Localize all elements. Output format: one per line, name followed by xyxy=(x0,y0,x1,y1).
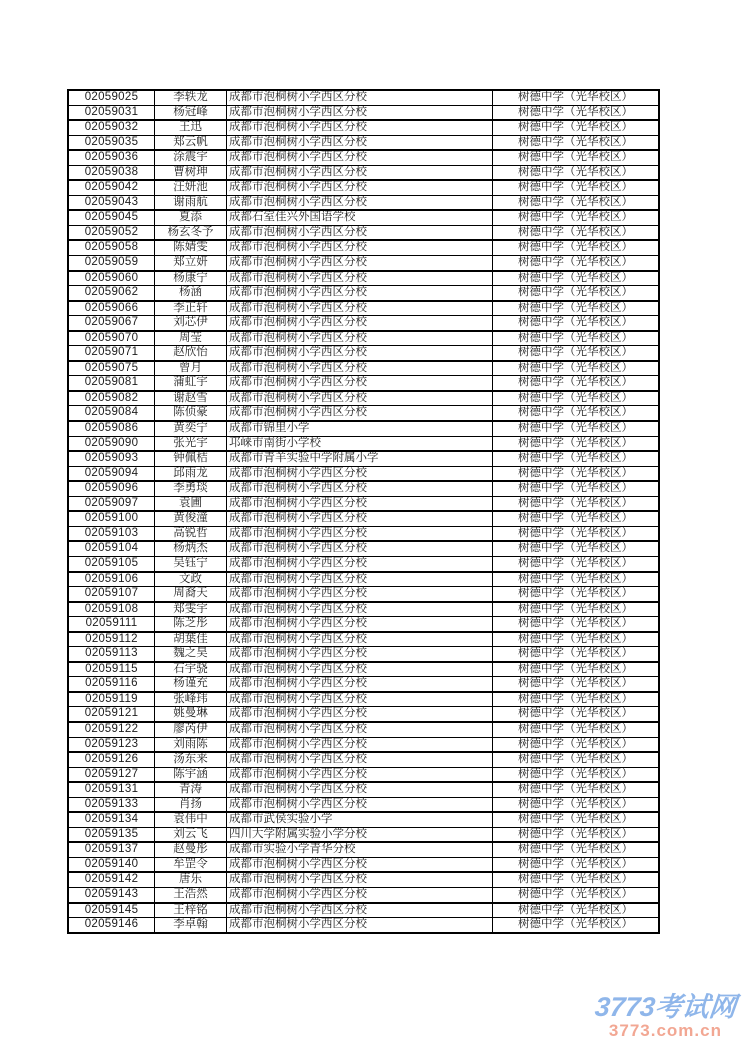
middle-school-cell: 树德中学（光华校区） xyxy=(493,887,660,902)
table-row xyxy=(68,767,659,782)
table-row xyxy=(68,872,659,887)
middle-school-cell: 树德中学（光华校区） xyxy=(493,827,660,842)
student-id-cell: 02059084 xyxy=(68,406,155,421)
table-row xyxy=(68,632,659,647)
table-row xyxy=(68,647,659,662)
primary-school-cell: 成都市泡桐树小学西区分校 xyxy=(227,361,493,376)
middle-school-cell: 树德中学（光华校区） xyxy=(493,316,660,331)
table-row xyxy=(68,316,659,331)
student-name-cell: 王迅 xyxy=(155,120,227,135)
student-id-cell: 02059107 xyxy=(68,587,155,602)
student-name-cell: 王梓铭 xyxy=(155,903,227,918)
student-id-cell: 02059042 xyxy=(68,180,155,195)
student-id-cell: 02059043 xyxy=(68,195,155,210)
student-id-cell: 02059052 xyxy=(68,225,155,240)
middle-school-cell: 树德中学（光华校区） xyxy=(493,180,660,195)
primary-school-cell: 成都市泡桐树小学西区分校 xyxy=(227,256,493,271)
middle-school-cell: 树德中学（光华校区） xyxy=(493,120,660,135)
student-id-cell: 02059106 xyxy=(68,572,155,587)
primary-school-cell: 成都市泡桐树小学西区分校 xyxy=(227,556,493,571)
student-name-cell: 袁伟中 xyxy=(155,812,227,827)
table-row xyxy=(68,120,659,135)
student-id-cell: 02059123 xyxy=(68,737,155,752)
student-name-cell: 涂震宇 xyxy=(155,150,227,165)
student-name-cell: 周裔天 xyxy=(155,587,227,602)
student-id-cell: 02059108 xyxy=(68,602,155,617)
table-row xyxy=(68,90,659,105)
student-roster-body xyxy=(68,90,659,933)
student-name-cell: 杨炳杰 xyxy=(155,541,227,556)
table-row xyxy=(68,903,659,918)
primary-school-cell: 成都市泡桐树小学西区分校 xyxy=(227,541,493,556)
primary-school-cell: 成都市锦里小学 xyxy=(227,421,493,436)
middle-school-cell: 树德中学（光华校区） xyxy=(493,331,660,346)
student-id-cell: 02059067 xyxy=(68,316,155,331)
student-name-cell: 杨康宁 xyxy=(155,271,227,286)
student-id-cell: 02059127 xyxy=(68,767,155,782)
primary-school-cell: 邛崃市南街小学校 xyxy=(227,436,493,451)
student-name-cell: 杨谨充 xyxy=(155,677,227,692)
middle-school-cell: 树德中学（光华校区） xyxy=(493,722,660,737)
student-id-cell: 02059112 xyxy=(68,632,155,647)
middle-school-cell: 树德中学（光华校区） xyxy=(493,436,660,451)
student-name-cell: 郑雯宇 xyxy=(155,602,227,617)
student-id-cell: 02059143 xyxy=(68,887,155,902)
table-row xyxy=(68,496,659,511)
primary-school-cell: 成都市泡桐树小学西区分校 xyxy=(227,857,493,872)
table-row xyxy=(68,541,659,556)
primary-school-cell: 成都市泡桐树小学西区分校 xyxy=(227,105,493,120)
student-name-cell: 胡葉佳 xyxy=(155,632,227,647)
middle-school-cell: 树德中学（光华校区） xyxy=(493,572,660,587)
student-name-cell: 李卓翰 xyxy=(155,918,227,933)
table-row xyxy=(68,662,659,677)
middle-school-cell: 树德中学（光华校区） xyxy=(493,451,660,466)
student-name-cell: 刘云飞 xyxy=(155,827,227,842)
table-row xyxy=(68,918,659,933)
table-row xyxy=(68,797,659,812)
student-id-cell: 02059113 xyxy=(68,647,155,662)
student-id-cell: 02059133 xyxy=(68,797,155,812)
middle-school-cell: 树德中学（光华校区） xyxy=(493,647,660,662)
table-row xyxy=(68,572,659,587)
primary-school-cell: 成都市泡桐树小学西区分校 xyxy=(227,90,493,105)
middle-school-cell: 树德中学（光华校区） xyxy=(493,135,660,150)
table-row xyxy=(68,722,659,737)
student-name-cell: 王浩然 xyxy=(155,887,227,902)
primary-school-cell: 成都市泡桐树小学西区分校 xyxy=(227,526,493,541)
primary-school-cell: 成都市泡桐树小学西区分校 xyxy=(227,301,493,316)
student-name-cell: 黄奕宁 xyxy=(155,421,227,436)
table-row xyxy=(68,602,659,617)
middle-school-cell: 树德中学（光华校区） xyxy=(493,225,660,240)
table-row xyxy=(68,481,659,496)
middle-school-cell: 树德中学（光华校区） xyxy=(493,677,660,692)
student-id-cell: 02059059 xyxy=(68,256,155,271)
student-id-cell: 02059066 xyxy=(68,301,155,316)
student-id-cell: 02059111 xyxy=(68,617,155,632)
table-row xyxy=(68,556,659,571)
table-row xyxy=(68,692,659,707)
student-name-cell: 汤东来 xyxy=(155,752,227,767)
student-id-cell: 02059060 xyxy=(68,271,155,286)
student-id-cell: 02059131 xyxy=(68,782,155,797)
middle-school-cell: 树德中学（光华校区） xyxy=(493,256,660,271)
student-id-cell: 02059146 xyxy=(68,918,155,933)
middle-school-cell: 树德中学（光华校区） xyxy=(493,842,660,857)
student-id-cell: 02059140 xyxy=(68,857,155,872)
student-id-cell: 02059082 xyxy=(68,391,155,406)
primary-school-cell: 成都市泡桐树小学西区分校 xyxy=(227,135,493,150)
student-id-cell: 02059038 xyxy=(68,165,155,180)
student-name-cell: 曹树珅 xyxy=(155,165,227,180)
middle-school-cell: 树德中学（光华校区） xyxy=(493,556,660,571)
table-row xyxy=(68,752,659,767)
middle-school-cell: 树德中学（光华校区） xyxy=(493,150,660,165)
primary-school-cell: 成都市泡桐树小学西区分校 xyxy=(227,316,493,331)
student-id-cell: 02059119 xyxy=(68,692,155,707)
primary-school-cell: 成都市泡桐树小学西区分校 xyxy=(227,150,493,165)
middle-school-cell: 树德中学（光华校区） xyxy=(493,767,660,782)
table-row xyxy=(68,436,659,451)
watermark-site-name: 3773考试网 xyxy=(593,992,738,1022)
table-row xyxy=(68,286,659,301)
primary-school-cell: 成都市泡桐树小学西区分校 xyxy=(227,617,493,632)
middle-school-cell: 树德中学（光华校区） xyxy=(493,797,660,812)
student-roster-table xyxy=(67,89,660,934)
student-id-cell: 02059116 xyxy=(68,677,155,692)
student-name-cell: 袁圃 xyxy=(155,496,227,511)
primary-school-cell: 成都市泡桐树小学西区分校 xyxy=(227,165,493,180)
middle-school-cell: 树德中学（光华校区） xyxy=(493,602,660,617)
primary-school-cell: 成都市泡桐树小学西区分校 xyxy=(227,887,493,902)
table-row xyxy=(68,180,659,195)
middle-school-cell: 树德中学（光华校区） xyxy=(493,692,660,707)
table-row xyxy=(68,391,659,406)
student-id-cell: 02059115 xyxy=(68,662,155,677)
primary-school-cell: 成都市泡桐树小学西区分校 xyxy=(227,737,493,752)
primary-school-cell: 成都市武侯实验小学 xyxy=(227,812,493,827)
student-id-cell: 02059035 xyxy=(68,135,155,150)
student-name-cell: 谢雨航 xyxy=(155,195,227,210)
primary-school-cell: 成都市泡桐树小学西区分校 xyxy=(227,752,493,767)
student-name-cell: 高锐哲 xyxy=(155,526,227,541)
student-id-cell: 02059032 xyxy=(68,120,155,135)
middle-school-cell: 树德中学（光华校区） xyxy=(493,481,660,496)
student-name-cell: 张光宇 xyxy=(155,436,227,451)
student-name-cell: 曾月 xyxy=(155,361,227,376)
primary-school-cell: 成都市实验小学青华分校 xyxy=(227,842,493,857)
table-row xyxy=(68,812,659,827)
middle-school-cell: 树德中学（光华校区） xyxy=(493,587,660,602)
middle-school-cell: 树德中学（光华校区） xyxy=(493,346,660,361)
student-id-cell: 02059031 xyxy=(68,105,155,120)
primary-school-cell: 成都市泡桐树小学西区分校 xyxy=(227,120,493,135)
primary-school-cell: 成都石室佳兴外国语学校 xyxy=(227,210,493,225)
table-row xyxy=(68,105,659,120)
table-row xyxy=(68,707,659,722)
student-id-cell: 02059135 xyxy=(68,827,155,842)
primary-school-cell: 成都市泡桐树小学西区分校 xyxy=(227,286,493,301)
primary-school-cell: 成都市泡桐树小学西区分校 xyxy=(227,572,493,587)
middle-school-cell: 树德中学（光华校区） xyxy=(493,918,660,933)
primary-school-cell: 成都市泡桐树小学西区分校 xyxy=(227,707,493,722)
student-name-cell: 廖芮伊 xyxy=(155,722,227,737)
middle-school-cell: 树德中学（光华校区） xyxy=(493,195,660,210)
student-name-cell: 李正轩 xyxy=(155,301,227,316)
middle-school-cell: 树德中学（光华校区） xyxy=(493,165,660,180)
student-id-cell: 02059086 xyxy=(68,421,155,436)
middle-school-cell: 树德中学（光华校区） xyxy=(493,662,660,677)
student-id-cell: 02059121 xyxy=(68,707,155,722)
primary-school-cell: 成都市泡桐树小学西区分校 xyxy=(227,346,493,361)
student-name-cell: 刘雨陈 xyxy=(155,737,227,752)
student-name-cell: 杨涵 xyxy=(155,286,227,301)
table-row xyxy=(68,677,659,692)
student-name-cell: 张峰玮 xyxy=(155,692,227,707)
primary-school-cell: 成都市泡桐树小学西区分校 xyxy=(227,767,493,782)
primary-school-cell: 成都市泡桐树小学西区分校 xyxy=(227,406,493,421)
primary-school-cell: 成都市泡桐树小学西区分校 xyxy=(227,918,493,933)
primary-school-cell: 成都市泡桐树小学西区分校 xyxy=(227,466,493,481)
middle-school-cell: 树德中学（光华校区） xyxy=(493,391,660,406)
table-row xyxy=(68,511,659,526)
student-id-cell: 02059142 xyxy=(68,872,155,887)
student-name-cell: 陈宇涵 xyxy=(155,767,227,782)
table-row xyxy=(68,406,659,421)
primary-school-cell: 成都市泡桐树小学西区分校 xyxy=(227,496,493,511)
table-row xyxy=(68,331,659,346)
primary-school-cell: 成都市泡桐树小学西区分校 xyxy=(227,391,493,406)
student-name-cell: 杨玄冬予 xyxy=(155,225,227,240)
middle-school-cell: 树德中学（光华校区） xyxy=(493,271,660,286)
student-name-cell: 吴钰宁 xyxy=(155,556,227,571)
student-id-cell: 02059137 xyxy=(68,842,155,857)
table-row xyxy=(68,842,659,857)
primary-school-cell: 成都市泡桐树小学西区分校 xyxy=(227,903,493,918)
middle-school-cell: 树德中学（光华校区） xyxy=(493,286,660,301)
table-row xyxy=(68,376,659,391)
middle-school-cell: 树德中学（光华校区） xyxy=(493,496,660,511)
student-id-cell: 02059105 xyxy=(68,556,155,571)
middle-school-cell: 树德中学（光华校区） xyxy=(493,632,660,647)
student-name-cell: 杨冠峰 xyxy=(155,105,227,120)
table-row xyxy=(68,225,659,240)
student-name-cell: 赵欣怡 xyxy=(155,346,227,361)
middle-school-cell: 树德中学（光华校区） xyxy=(493,421,660,436)
student-id-cell: 02059097 xyxy=(68,496,155,511)
middle-school-cell: 树德中学（光华校区） xyxy=(493,210,660,225)
student-id-cell: 02059071 xyxy=(68,346,155,361)
student-name-cell: 肖扬 xyxy=(155,797,227,812)
table-row xyxy=(68,421,659,436)
student-name-cell: 汪妍池 xyxy=(155,180,227,195)
student-id-cell: 02059094 xyxy=(68,466,155,481)
student-id-cell: 02059090 xyxy=(68,436,155,451)
table-row xyxy=(68,135,659,150)
student-name-cell: 夏添 xyxy=(155,210,227,225)
student-id-cell: 02059070 xyxy=(68,331,155,346)
middle-school-cell: 树德中学（光华校区） xyxy=(493,903,660,918)
primary-school-cell: 成都市泡桐树小学西区分校 xyxy=(227,331,493,346)
table-row xyxy=(68,451,659,466)
table-row xyxy=(68,526,659,541)
middle-school-cell: 树德中学（光华校区） xyxy=(493,105,660,120)
table-row xyxy=(68,165,659,180)
middle-school-cell: 树德中学（光华校区） xyxy=(493,872,660,887)
middle-school-cell: 树德中学（光华校区） xyxy=(493,511,660,526)
student-name-cell: 蒲虹宇 xyxy=(155,376,227,391)
student-id-cell: 02059036 xyxy=(68,150,155,165)
student-id-cell: 02059093 xyxy=(68,451,155,466)
student-name-cell: 李轶龙 xyxy=(155,90,227,105)
middle-school-cell: 树德中学（光华校区） xyxy=(493,406,660,421)
student-id-cell: 02059145 xyxy=(68,903,155,918)
table-row xyxy=(68,361,659,376)
table-row xyxy=(68,782,659,797)
primary-school-cell: 成都市泡桐树小学西区分校 xyxy=(227,587,493,602)
student-name-cell: 李勇琰 xyxy=(155,481,227,496)
primary-school-cell: 成都市泡桐树小学西区分校 xyxy=(227,647,493,662)
primary-school-cell: 成都市泡桐树小学西区分校 xyxy=(227,782,493,797)
student-name-cell: 邱雨龙 xyxy=(155,466,227,481)
middle-school-cell: 树德中学（光华校区） xyxy=(493,617,660,632)
student-id-cell: 02059122 xyxy=(68,722,155,737)
middle-school-cell: 树德中学（光华校区） xyxy=(493,812,660,827)
middle-school-cell: 树德中学（光华校区） xyxy=(493,526,660,541)
student-id-cell: 02059025 xyxy=(68,90,155,105)
primary-school-cell: 成都市泡桐树小学西区分校 xyxy=(227,602,493,617)
middle-school-cell: 树德中学（光华校区） xyxy=(493,707,660,722)
middle-school-cell: 树德中学（光华校区） xyxy=(493,737,660,752)
student-name-cell: 陈侦豪 xyxy=(155,406,227,421)
middle-school-cell: 树德中学（光华校区） xyxy=(493,466,660,481)
primary-school-cell: 成都市泡桐树小学西区分校 xyxy=(227,722,493,737)
primary-school-cell: 四川大学附属实验小学分校 xyxy=(227,827,493,842)
primary-school-cell: 成都市泡桐树小学西区分校 xyxy=(227,180,493,195)
student-name-cell: 钟佩桔 xyxy=(155,451,227,466)
watermark xyxy=(595,994,736,1040)
middle-school-cell: 树德中学（光华校区） xyxy=(493,782,660,797)
table-row xyxy=(68,827,659,842)
middle-school-cell: 树德中学（光华校区） xyxy=(493,301,660,316)
student-name-cell: 赵曼彤 xyxy=(155,842,227,857)
primary-school-cell: 成都市泡桐树小学西区分校 xyxy=(227,225,493,240)
student-id-cell: 02059058 xyxy=(68,240,155,255)
primary-school-cell: 成都市泡桐树小学西区分校 xyxy=(227,692,493,707)
middle-school-cell: 树德中学（光华校区） xyxy=(493,857,660,872)
primary-school-cell: 成都市青羊实验中学附属小学 xyxy=(227,451,493,466)
primary-school-cell: 成都市泡桐树小学西区分校 xyxy=(227,872,493,887)
middle-school-cell: 树德中学（光华校区） xyxy=(493,541,660,556)
student-id-cell: 02059081 xyxy=(68,376,155,391)
table-row xyxy=(68,587,659,602)
table-row xyxy=(68,857,659,872)
student-id-cell: 02059075 xyxy=(68,361,155,376)
student-id-cell: 02059045 xyxy=(68,210,155,225)
middle-school-cell: 树德中学（光华校区） xyxy=(493,361,660,376)
student-name-cell: 唐乐 xyxy=(155,872,227,887)
student-name-cell: 谢赵雪 xyxy=(155,391,227,406)
middle-school-cell: 树德中学（光华校区） xyxy=(493,752,660,767)
student-id-cell: 02059134 xyxy=(68,812,155,827)
student-id-cell: 02059104 xyxy=(68,541,155,556)
table-row xyxy=(68,617,659,632)
primary-school-cell: 成都市泡桐树小学西区分校 xyxy=(227,662,493,677)
primary-school-cell: 成都市泡桐树小学西区分校 xyxy=(227,376,493,391)
student-name-cell: 青涛 xyxy=(155,782,227,797)
primary-school-cell: 成都市泡桐树小学西区分校 xyxy=(227,195,493,210)
table-row xyxy=(68,346,659,361)
middle-school-cell: 树德中学（光华校区） xyxy=(493,376,660,391)
student-name-cell: 黄俊潼 xyxy=(155,511,227,526)
primary-school-cell: 成都市泡桐树小学西区分校 xyxy=(227,240,493,255)
watermark-site-url: 3773.com.cn xyxy=(608,1021,722,1040)
table-row xyxy=(68,887,659,902)
student-name-cell: 牟罡令 xyxy=(155,857,227,872)
student-id-cell: 02059062 xyxy=(68,286,155,301)
student-id-cell: 02059126 xyxy=(68,752,155,767)
primary-school-cell: 成都市泡桐树小学西区分校 xyxy=(227,271,493,286)
student-name-cell: 郑云帆 xyxy=(155,135,227,150)
table-row xyxy=(68,301,659,316)
primary-school-cell: 成都市泡桐树小学西区分校 xyxy=(227,511,493,526)
middle-school-cell: 树德中学（光华校区） xyxy=(493,90,660,105)
table-row xyxy=(68,271,659,286)
student-id-cell: 02059103 xyxy=(68,526,155,541)
primary-school-cell: 成都市泡桐树小学西区分校 xyxy=(227,632,493,647)
student-id-cell: 02059096 xyxy=(68,481,155,496)
table-row xyxy=(68,256,659,271)
primary-school-cell: 成都市泡桐树小学西区分校 xyxy=(227,677,493,692)
student-name-cell: 姚曼琳 xyxy=(155,707,227,722)
table-row xyxy=(68,150,659,165)
table-row xyxy=(68,240,659,255)
table-row xyxy=(68,466,659,481)
student-name-cell: 陈婧雯 xyxy=(155,240,227,255)
student-name-cell: 石宇骁 xyxy=(155,662,227,677)
student-id-cell: 02059100 xyxy=(68,511,155,526)
student-name-cell: 刘芯伊 xyxy=(155,316,227,331)
table-row xyxy=(68,210,659,225)
primary-school-cell: 成都市泡桐树小学西区分校 xyxy=(227,481,493,496)
student-name-cell: 郑立妍 xyxy=(155,256,227,271)
student-name-cell: 陈芝彤 xyxy=(155,617,227,632)
table-row xyxy=(68,737,659,752)
middle-school-cell: 树德中学（光华校区） xyxy=(493,240,660,255)
student-name-cell: 周莹 xyxy=(155,331,227,346)
table-row xyxy=(68,195,659,210)
student-name-cell: 魏之昊 xyxy=(155,647,227,662)
student-name-cell: 文政 xyxy=(155,572,227,587)
primary-school-cell: 成都市泡桐树小学西区分校 xyxy=(227,797,493,812)
